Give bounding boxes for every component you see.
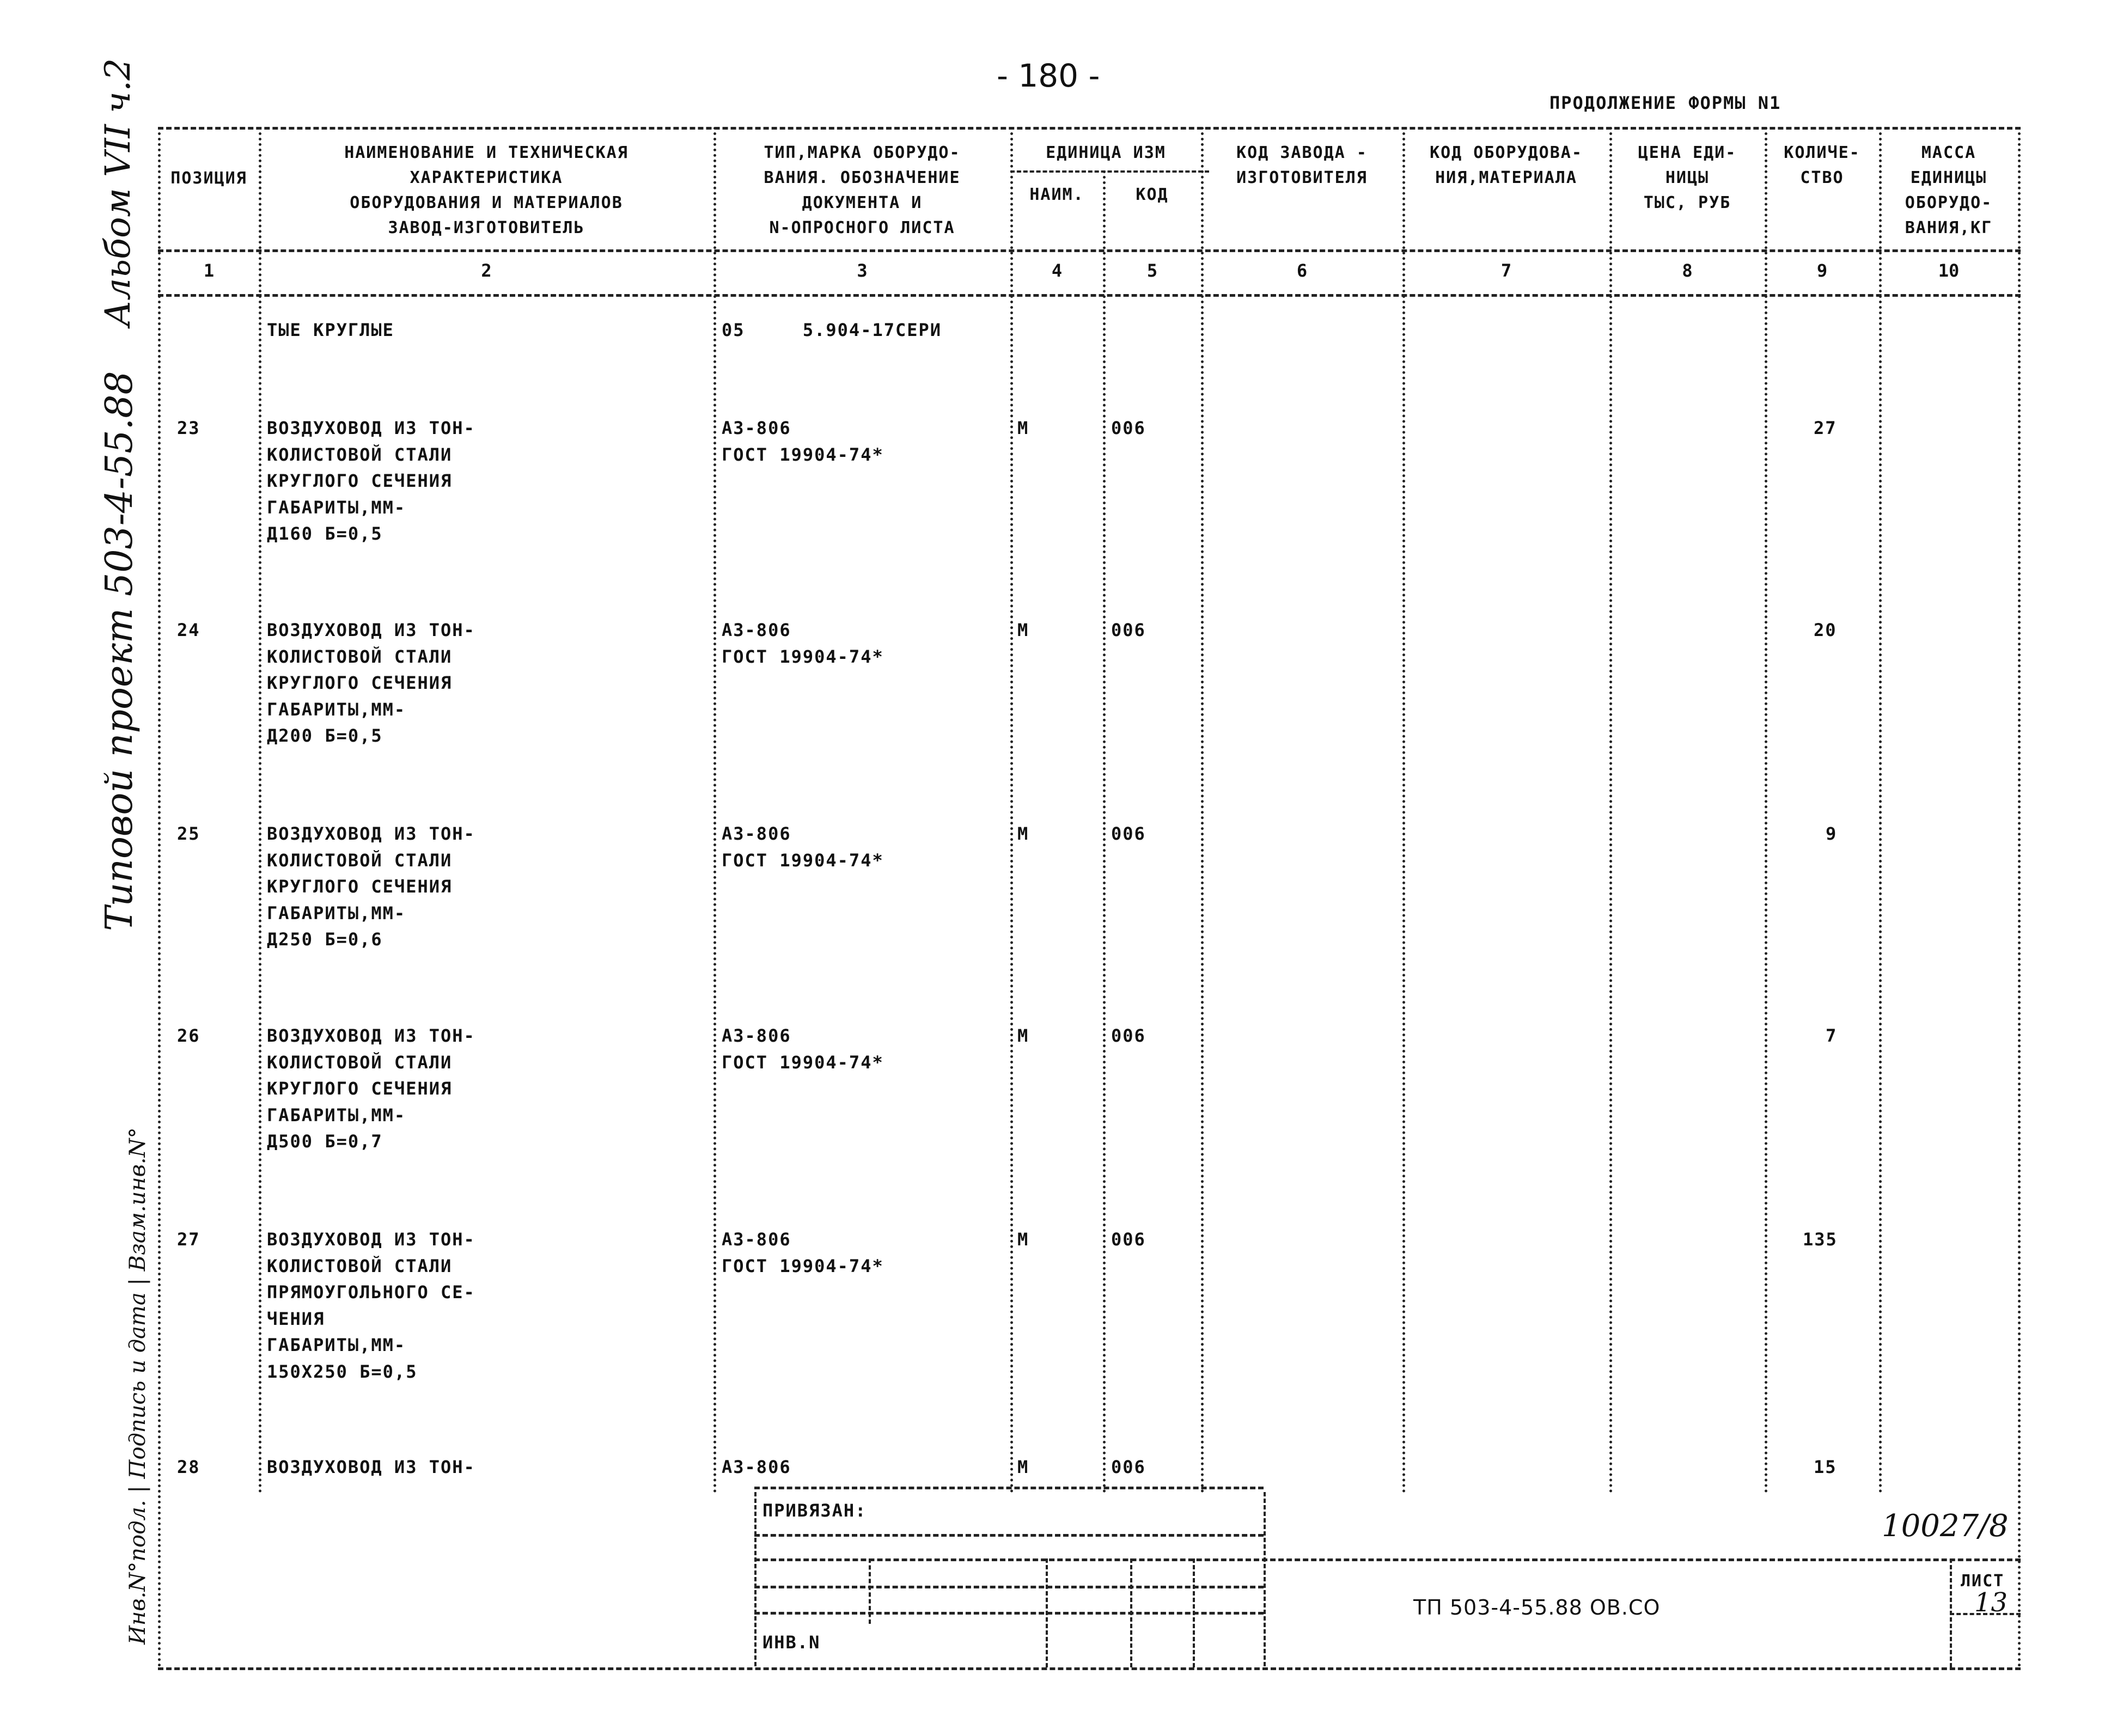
row-24-code: 006 — [1111, 620, 1146, 640]
col-number-8: 8 — [1682, 260, 1693, 281]
stamp-top-line — [754, 1487, 1264, 1489]
stamp-privyazan: ПРИВЯЗАН: — [762, 1500, 867, 1521]
row-25-pos: 25 — [177, 823, 200, 844]
stamp-line-4 — [754, 1586, 1264, 1588]
stamp-handwritten-number: 10027/8 — [1882, 1508, 2009, 1544]
col-line-7 — [1609, 127, 1612, 1494]
row-26-unit: М — [1017, 1025, 1029, 1046]
row-23-type: А3-806 ГОСТ 19904-74* — [722, 418, 884, 465]
row-26-pos: 26 — [177, 1025, 200, 1046]
col-line-8 — [1765, 127, 1767, 1494]
row-25-unit: М — [1017, 823, 1029, 844]
side-label-album: Альбом VII ч.2 — [98, 58, 138, 327]
col-number-9: 9 — [1816, 260, 1828, 281]
row-0-name: ТЫЕ КРУГЛЫЕ — [267, 320, 394, 340]
col-line-4 — [1103, 170, 1106, 1494]
row-26-type: А3-806 ГОСТ 19904-74* — [722, 1025, 884, 1073]
table-top-border — [158, 127, 2021, 130]
col-number-10: 10 — [1938, 260, 1960, 281]
row-28-type: А3-806 — [722, 1457, 791, 1477]
row-23-qty: 27 — [1814, 418, 1837, 438]
stamp-col-d — [1130, 1558, 1132, 1667]
row-25-name: ВОЗДУХОВОД ИЗ ТОН- КОЛИСТОВОЙ СТАЛИ КРУГЛОГО СЕЧЕНИЯ ГАБАРИТЫ,ММ- Д250 Б=0,6 — [267, 823, 475, 950]
header-price: ЦЕНА ЕДИ- НИЦЫ ТЫС, РУБ — [1638, 143, 1737, 212]
row-23-code: 006 — [1111, 418, 1146, 438]
col-line-3 — [1010, 127, 1013, 1494]
side-label-project: Типовой проект 503-4-55.88 — [98, 371, 141, 931]
col-number-6: 6 — [1296, 260, 1308, 281]
col-number-7: 7 — [1500, 260, 1512, 281]
header-quantity: КОЛИЧЕ- СТВО — [1784, 143, 1860, 187]
stamp-sheet-number: 13 — [1974, 1587, 2008, 1618]
col-number-3: 3 — [857, 260, 868, 281]
stamp-doc-code: ТП 503-4-55.88 ОВ.СО — [1413, 1596, 1661, 1619]
col-line-5 — [1201, 127, 1204, 1494]
row-24-qty: 20 — [1814, 620, 1837, 640]
row-25-type: А3-806 ГОСТ 19904-74* — [722, 823, 884, 871]
col-number-5: 5 — [1146, 260, 1158, 281]
row-27-unit: М — [1017, 1229, 1029, 1250]
stamp-col-b — [869, 1558, 871, 1624]
col-line-10 — [2018, 127, 2021, 1668]
header-name: НАИМЕНОВАНИЕ И ТЕХНИЧЕСКАЯ ХАРАКТЕРИСТИКА ОБОРУДОВАНИЯ И МАТЕРИАЛОВ ЗАВОД-ИЗГОТОВИТЕЛЬ — [344, 143, 629, 237]
row-23-unit: М — [1017, 418, 1029, 438]
page-number: - 180 - — [997, 57, 1100, 94]
row-27-code: 006 — [1111, 1229, 1146, 1250]
row-23-pos: 23 — [177, 418, 200, 438]
colnum-bottom-border — [158, 294, 2021, 297]
row-25-qty: 9 — [1826, 823, 1838, 844]
stamp-col-c — [1046, 1558, 1048, 1667]
header-unit-name: НАИМ. — [1029, 185, 1084, 204]
row-28-name: ВОЗДУХОВОД ИЗ ТОН- — [267, 1457, 475, 1477]
stamp-line-5 — [754, 1612, 1264, 1615]
header-unit: ЕДИНИЦА ИЗМ — [1046, 143, 1166, 162]
stamp-inv: ИНВ.N — [762, 1632, 821, 1653]
row-28-pos: 28 — [177, 1457, 200, 1477]
row-26-code: 006 — [1111, 1025, 1146, 1046]
col-line-2 — [713, 127, 716, 1494]
header-position: ПОЗИЦИЯ — [170, 169, 247, 188]
row-27-name: ВОЗДУХОВОД ИЗ ТОН- КОЛИСТОВОЙ СТАЛИ ПРЯМОУГОЛЬНОГО СЕ- ЧЕНИЯ ГАБАРИТЫ,ММ- 150Х250 Б=0,5 — [267, 1229, 475, 1382]
col-number-2: 2 — [481, 260, 492, 281]
col-line-9 — [1879, 127, 1882, 1494]
row-27-type: А3-806 ГОСТ 19904-74* — [722, 1229, 884, 1276]
row-24-pos: 24 — [177, 620, 200, 640]
header-factory-code: КОД ЗАВОДА - ИЗГОТОВИТЕЛЯ — [1236, 143, 1368, 187]
row-24-name: ВОЗДУХОВОД ИЗ ТОН- КОЛИСТОВОЙ СТАЛИ КРУГЛОГО СЕЧЕНИЯ ГАБАРИТЫ,ММ- Д200 Б=0,5 — [267, 620, 475, 746]
stamp-line-3 — [754, 1558, 2021, 1561]
row-23-name: ВОЗДУХОВОД ИЗ ТОН- КОЛИСТОВОЙ СТАЛИ КРУГЛОГО СЕЧЕНИЯ ГАБАРИТЫ,ММ- Д160 Б=0,5 — [267, 418, 475, 544]
header-unit-code: КОД — [1136, 185, 1169, 204]
stamp-col-e — [1193, 1558, 1195, 1667]
header-type: ТИП,МАРКА ОБОРУДО- ВАНИЯ. ОБОЗНАЧЕНИЕ ДОКУМЕНТА И N-ОПРОСНОГО ЛИСТА — [764, 143, 961, 237]
page-bottom-border — [158, 1667, 2021, 1670]
col-line-0 — [158, 127, 161, 1668]
row-24-unit: М — [1017, 620, 1029, 640]
row-27-qty: 135 — [1803, 1229, 1838, 1250]
col-number-1: 1 — [203, 260, 215, 281]
row-28-unit: М — [1017, 1457, 1029, 1477]
stamp-line-2 — [754, 1534, 1264, 1537]
row-26-qty: 7 — [1826, 1025, 1838, 1046]
row-28-code: 006 — [1111, 1457, 1146, 1477]
continuation-label: ПРОДОЛЖЕНИЕ ФОРМЫ N1 — [1549, 93, 1782, 113]
row-24-type: А3-806 ГОСТ 19904-74* — [722, 620, 884, 667]
header-bottom-border — [158, 249, 2021, 252]
side-label-stamp: Инв.N°подл. | Подпись и дата | Взам.инв.N° — [125, 1127, 150, 1645]
stamp-col-f — [1264, 1492, 1266, 1666]
stamp-col-a — [754, 1492, 757, 1666]
row-0-type: 05 5.904-17СЕРИ — [722, 320, 942, 340]
unit-subheader-line — [1010, 170, 1209, 173]
stamp-sheet-label: ЛИСТ — [1961, 1572, 2005, 1591]
row-28-qty: 15 — [1814, 1457, 1837, 1477]
row-27-pos: 27 — [177, 1229, 200, 1250]
row-25-code: 006 — [1111, 823, 1146, 844]
col-line-1 — [259, 127, 261, 1494]
header-mass: МАССА ЕДИНИЦЫ ОБОРУДО- ВАНИЯ,КГ — [1905, 143, 1993, 237]
header-equipment-code: КОД ОБОРУДОВА- НИЯ,МАТЕРИАЛА — [1430, 143, 1583, 187]
col-line-6 — [1402, 127, 1405, 1494]
row-26-name: ВОЗДУХОВОД ИЗ ТОН- КОЛИСТОВОЙ СТАЛИ КРУГЛОГО СЕЧЕНИЯ ГАБАРИТЫ,ММ- Д500 Б=0,7 — [267, 1025, 475, 1152]
col-number-4: 4 — [1051, 260, 1063, 281]
